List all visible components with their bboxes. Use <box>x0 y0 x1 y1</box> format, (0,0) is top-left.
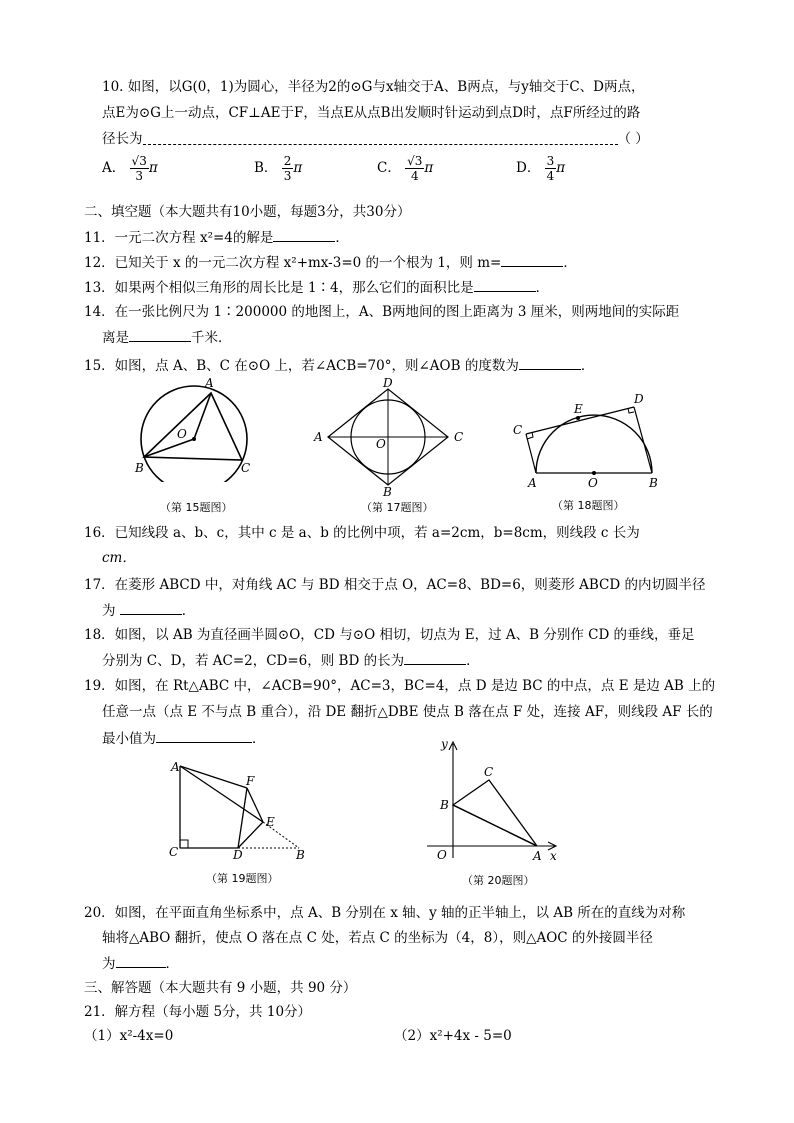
answer-blank[interactable] <box>156 729 252 743</box>
label-a: A <box>528 476 537 490</box>
q10-line3-text: 径长为 <box>102 131 143 147</box>
label-x: x <box>550 849 557 863</box>
label-e: E <box>266 815 275 829</box>
figure-18 <box>508 386 668 494</box>
q21-title: 21．解方程（每小题 5分，共 10分） <box>84 1004 312 1020</box>
option-label: C． <box>377 160 401 176</box>
q14-line2: 离是 千米． <box>102 330 232 346</box>
fraction: $\frac{√3}{4}$ <box>407 154 423 183</box>
label-c: C <box>513 423 523 437</box>
segment-af <box>180 766 247 788</box>
q18-line1: 18．如图，以 AB 为直径画半圆⊙O，CD 与⊙O 相切，切点为 E，过 A、B 分别作 CD 的垂线，垂足 <box>84 627 695 643</box>
q15: 15．如图，点 A、B、C 在⊙O 上，若∠ACB=70°，则∠AOB 的度数为 ． <box>84 358 595 374</box>
q20-line1: 20．如图，在平面直角坐标系中，点 A、B 分别在 x 轴、y 轴的正半轴上，以 AB 所在的直线为对称 <box>84 905 686 921</box>
segment-ab <box>453 805 537 846</box>
answer-blank[interactable] <box>116 954 166 968</box>
label-d: D <box>383 376 393 390</box>
q10-option-c[interactable]: C． $\frac{√3}{4}$ π <box>377 154 434 183</box>
center-point <box>192 437 196 441</box>
figure-20 <box>425 736 565 866</box>
label-b: B <box>135 461 144 475</box>
label-c: C <box>169 845 179 859</box>
label-b: B <box>649 476 658 490</box>
option-label: A． <box>102 160 126 176</box>
caption-fig19: （第 19题图） <box>206 872 279 885</box>
q10-option-a[interactable]: A． $\frac{√3}{3}$ π <box>102 154 158 183</box>
figure-15 <box>125 372 255 482</box>
q10-paren: （ ） <box>617 131 649 147</box>
answer-blank[interactable] <box>519 356 581 370</box>
q10-line1: 10. 如图，以G(0，1)为圆心，半径为2的⊙G与x轴交于A、B两点，与y轴交于C、D两点， <box>102 79 645 95</box>
label-c: C <box>484 765 494 779</box>
label-c: C <box>241 461 251 475</box>
caption-fig18: （第 18题图） <box>552 499 625 512</box>
q13: 13．如果两个相似三角形的周长比是 1∶4，那么它们的面积比是 ． <box>84 280 550 296</box>
label-b: B <box>440 798 449 812</box>
q17-line2: 为 ． <box>102 603 196 619</box>
option-label: B． <box>254 160 278 176</box>
segment-fd <box>238 788 247 848</box>
caption-fig17: （第 17题图） <box>361 501 434 514</box>
q20-line2: 轴将△ABO 翻折，使点 O 落在点 C 处，若点 C 的坐标为（4，8），则△AOC 的外接圆半径 <box>102 930 653 946</box>
q10-line2: 点E为⊙G上一动点，CF⊥AE于F，当点E从点B出发顺时针运动到点D时，点F所经过的路 <box>102 105 641 121</box>
q21-part2: （2）x²+4x - 5=0 <box>394 1028 512 1044</box>
q16-line1: 16．已知线段 a、b、c，其中 c 是 a、b 的比例中项，若 a=2cm，b=8cm，则线段 c 长为 <box>84 525 640 541</box>
segment-ob <box>144 439 194 457</box>
point-o <box>592 471 596 475</box>
q17-line1: 17．在菱形 ABCD 中，对角线 AC 与 BD 相交于点 O，AC=8、BD=6，则菱形 ABCD 的内切圆半径 <box>84 577 706 593</box>
label-a: A <box>171 760 180 774</box>
q10-line3 <box>102 130 692 148</box>
q19-line1: 19．如图，在 Rt△ABC 中，∠ACB=90°，AC=3，BC=4，点 D 是边 BC 的中点，点 E 是边 AB 上的 <box>84 678 716 694</box>
section2-heading: 二、填空题（本大题共有10小题，每题3分，共30分） <box>84 204 411 220</box>
triangle-abc <box>144 393 242 460</box>
q10-options <box>102 154 702 190</box>
answer-blank[interactable] <box>273 228 335 242</box>
dash-leader <box>143 134 618 145</box>
answer-blank[interactable] <box>129 328 191 342</box>
label-o: O <box>437 848 447 862</box>
q20-line3: 为 ． <box>102 956 179 972</box>
option-label: D． <box>516 160 541 176</box>
section3-heading: 三、解答题（本大题共有 9 小题，共 90 分） <box>84 980 357 996</box>
q18-line2: 分别为 C、D，若 AC=2，CD=6，则 BD 的长为 ． <box>102 653 480 669</box>
label-f: F <box>246 774 255 788</box>
q19-line3: 最小值为 ． <box>102 731 266 747</box>
answer-blank[interactable] <box>120 601 182 615</box>
segment-bd <box>634 407 652 473</box>
answer-blank[interactable] <box>501 253 563 267</box>
label-a: A <box>314 430 323 444</box>
caption-fig20: （第 20题图） <box>462 874 535 887</box>
label-a: A <box>205 376 214 390</box>
fraction: $\frac{3}{4}$ <box>546 154 555 183</box>
label-b: B <box>383 485 392 496</box>
label-d: D <box>233 848 243 862</box>
label-o: O <box>376 437 386 451</box>
label-c: C <box>454 430 464 444</box>
semicircle <box>536 415 652 473</box>
segment-ac <box>526 434 536 473</box>
circle-o <box>141 386 247 482</box>
fraction: $\frac{√3}{3}$ <box>131 154 147 183</box>
right-angle-c <box>180 840 188 848</box>
fraction: $\frac{2}{3}$ <box>283 154 292 183</box>
q10-option-d[interactable]: D． $\frac{3}{4}$ π <box>516 154 566 183</box>
q10-option-b[interactable]: B． $\frac{2}{3}$ π <box>254 154 303 183</box>
figure-19 <box>165 758 315 864</box>
caption-fig15: （第 15题图） <box>160 501 233 514</box>
label-o: O <box>588 476 598 490</box>
label-a: A <box>533 849 542 863</box>
segment-oa <box>194 393 211 439</box>
label-b: B <box>296 848 305 862</box>
figure-17 <box>312 376 472 496</box>
label-e: E <box>574 402 583 416</box>
q19-line2: 任意一点（点 E 不与点 B 重合），沿 DE 翻折△DBE 使点 B 落在点 F 处，连接 AF，则线段 AF 长的 <box>102 704 713 720</box>
answer-blank[interactable] <box>404 651 466 665</box>
q21-part1: （1）x²-4x=0 <box>84 1028 174 1044</box>
label-y: y <box>441 737 448 751</box>
q16-line2: cm． <box>102 550 136 566</box>
label-d: D <box>634 392 644 406</box>
triangle-bca <box>453 780 537 846</box>
label-o: O <box>177 427 187 441</box>
q14-line1: 14．在一张比例尺为 1∶200000 的地图上，A、B两地间的图上距离为 3 厘米，则两地间的实际距 <box>84 304 680 320</box>
point-e <box>576 416 580 420</box>
q11: 11．一元二次方程 x²=4的解是 ． <box>84 230 349 246</box>
answer-blank[interactable] <box>474 278 536 292</box>
q12: 12．已知关于 x 的一元二次方程 x²+mx-3=0 的一个根为 1，则 m= ． <box>84 255 577 271</box>
